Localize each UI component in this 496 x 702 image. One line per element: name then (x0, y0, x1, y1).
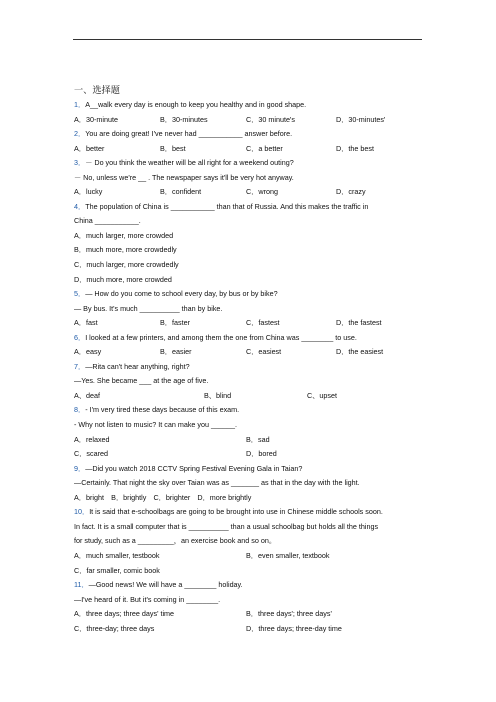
question-text: In fact. It is a small computer that is __________ than a usual schoolbag but holds all the things (74, 521, 379, 531)
answer-option[interactable]: C．easiest (246, 347, 282, 357)
question-stem-continued (74, 302, 424, 317)
option-row (74, 316, 424, 331)
answer-option[interactable]: B．confident (160, 187, 202, 197)
question-number: 2． (74, 129, 86, 139)
answer-option[interactable]: C．a better (246, 143, 283, 153)
document-body (74, 82, 424, 636)
answer-option[interactable]: B．best (160, 143, 186, 153)
answer-option[interactable]: A．three days; three days' time (74, 609, 175, 619)
answer-option[interactable]: B．30-minutes (160, 114, 208, 124)
question-text: The population of China is ___________ than that of Russia. And this makes the traffic in (85, 201, 369, 211)
question-text: —Yes. She became ___ at the age of five. (74, 376, 209, 386)
question-stem (74, 360, 424, 375)
question-number: 4． (74, 201, 86, 211)
question-stem-continued (74, 520, 424, 535)
answer-option[interactable]: D．much more, more crowded (74, 274, 172, 284)
question-stem (74, 403, 424, 418)
answer-option[interactable]: C．scared (74, 449, 108, 459)
question-text: —Rita can't hear anything, right? (85, 361, 190, 371)
option-row (74, 622, 424, 637)
option-row (74, 345, 424, 360)
question-text: I looked at a few printers, and among them the one from China was ________ to use. (85, 332, 357, 342)
question-text: China ___________. (74, 216, 141, 226)
question-number: 10． (74, 507, 90, 517)
answer-option[interactable]: C．fastest (246, 318, 280, 328)
question-10 (74, 505, 424, 578)
answer-option[interactable]: C、upset (307, 390, 337, 400)
question-number: 8． (74, 405, 86, 415)
question-text: - Why not listen to music? It can make you ______. (74, 420, 237, 430)
question-number: 3． (74, 158, 86, 168)
answer-option[interactable]: D．the fastest (336, 318, 382, 328)
answer-option[interactable]: B．faster (160, 318, 190, 328)
question-stem (74, 505, 424, 520)
answer-option[interactable]: A．much larger, more crowded (74, 230, 174, 240)
question-6 (74, 331, 424, 360)
answer-option[interactable]: A．fast (74, 318, 98, 328)
answer-option[interactable]: B．sad (246, 434, 270, 444)
answer-option[interactable]: B．easier (160, 347, 192, 357)
option-row (74, 549, 424, 564)
section-title: 一、选择题 (74, 85, 120, 95)
question-4 (74, 200, 424, 287)
question-text: - I'm very tired these days because of this exam. (85, 405, 240, 415)
option-row (74, 491, 424, 506)
question-text: —Did you watch 2018 CCTV Spring Festival Evening Gala in Taian? (85, 463, 303, 473)
question-list (74, 98, 424, 636)
question-stem-continued (74, 171, 424, 186)
question-1 (74, 98, 424, 127)
question-text: —I've heard of it. But it's coming in ________. (74, 594, 221, 604)
option-row (74, 607, 424, 622)
answer-option[interactable]: C．much larger, more crowdedly (74, 260, 179, 270)
question-stem (74, 462, 424, 477)
option-row (74, 258, 424, 273)
answer-option[interactable]: C．wrong (246, 187, 278, 197)
question-stem-continued (74, 534, 424, 549)
question-3 (74, 156, 424, 200)
question-stem-continued (74, 374, 424, 389)
answer-option[interactable]: B．three days'; three days' (246, 609, 332, 619)
question-11 (74, 578, 424, 636)
question-stem (74, 98, 424, 113)
answer-option[interactable]: D．30-minutes' (336, 114, 386, 124)
question-stem-continued (74, 418, 424, 433)
question-text: — By bus. It's much __________ than by bike. (74, 303, 223, 313)
question-number: 1． (74, 100, 86, 109)
answer-option[interactable]: B．much more, more crowdedly (74, 245, 177, 255)
question-stem (74, 331, 424, 346)
answer-option[interactable]: A．lucky (74, 187, 103, 197)
question-text: It is said that e-schoolbags are going to be brought into use in Chinese middle schools soon. (89, 507, 383, 517)
question-text: You are doing great! I've never had ___________ answer before. (85, 129, 293, 139)
option-row (74, 389, 424, 404)
question-9 (74, 462, 424, 506)
question-number: 11． (74, 580, 89, 590)
question-stem (74, 287, 424, 302)
option-row (74, 185, 424, 200)
answer-option[interactable]: A．much smaller, testbook (74, 550, 160, 560)
header-rule (73, 39, 422, 40)
question-7 (74, 360, 424, 404)
question-2 (74, 127, 424, 156)
question-number: 7． (74, 361, 86, 371)
question-number: 6． (74, 332, 86, 342)
answer-option[interactable]: D．the best (336, 143, 374, 153)
answer-option[interactable]: C．30 minute's (246, 114, 295, 124)
question-text: for study, such as a _________，an exercise book and so on。 (74, 536, 277, 546)
option-row (74, 273, 424, 288)
answer-option[interactable]: C．far smaller, comic book (74, 565, 160, 575)
answer-option[interactable]: C．three-day; three days (74, 623, 155, 633)
answer-option[interactable]: A、deaf (74, 390, 100, 400)
question-text: － Do you think the weather will be all right for a weekend outing? (85, 158, 294, 168)
option-row (74, 142, 424, 157)
question-stem (74, 200, 424, 215)
answer-option[interactable]: A．easy (74, 347, 102, 357)
option-row (74, 113, 424, 128)
question-text: —Good news! We will have a ________ holiday. (88, 580, 243, 590)
question-stem (74, 578, 424, 593)
answer-option[interactable]: D．the easiest (336, 347, 384, 357)
question-text: —Certainly. That night the sky over Taian was as _______ as that in the day with the light. (74, 478, 360, 488)
answer-option[interactable]: D．bored (246, 449, 277, 459)
question-text: — How do you come to school every day, by bus or by bike? (85, 289, 278, 299)
answer-option[interactable]: D．three days; three-day time (246, 623, 342, 633)
option-row (74, 447, 424, 462)
option-row (74, 433, 424, 448)
option-row (74, 243, 424, 258)
answer-option[interactable]: A．better (74, 143, 105, 153)
option-row (74, 229, 424, 244)
question-text: A__walk every day is enough to keep you healthy and in good shape. (85, 100, 307, 109)
answer-option[interactable]: A．30-minute (74, 114, 118, 124)
question-stem-continued (74, 476, 424, 491)
option-row (74, 564, 424, 579)
answer-option[interactable]: A．bright B．brightly C．brighter D．more brightly (74, 492, 252, 502)
answer-option[interactable]: B、blind (204, 390, 232, 400)
answer-option[interactable]: B．even smaller, textbook (246, 550, 330, 560)
answer-option[interactable]: A．relaxed (74, 434, 110, 444)
question-stem-continued (74, 593, 424, 608)
question-stem (74, 156, 424, 171)
answer-option[interactable]: D．crazy (336, 187, 366, 197)
question-stem-continued (74, 214, 424, 229)
question-5 (74, 287, 424, 331)
question-number: 9． (74, 463, 86, 473)
question-stem (74, 127, 424, 142)
question-number: 5． (74, 289, 86, 299)
question-text: － No, unless we're __ . The newspaper says it'll be very hot anyway. (74, 172, 294, 182)
question-8 (74, 403, 424, 461)
